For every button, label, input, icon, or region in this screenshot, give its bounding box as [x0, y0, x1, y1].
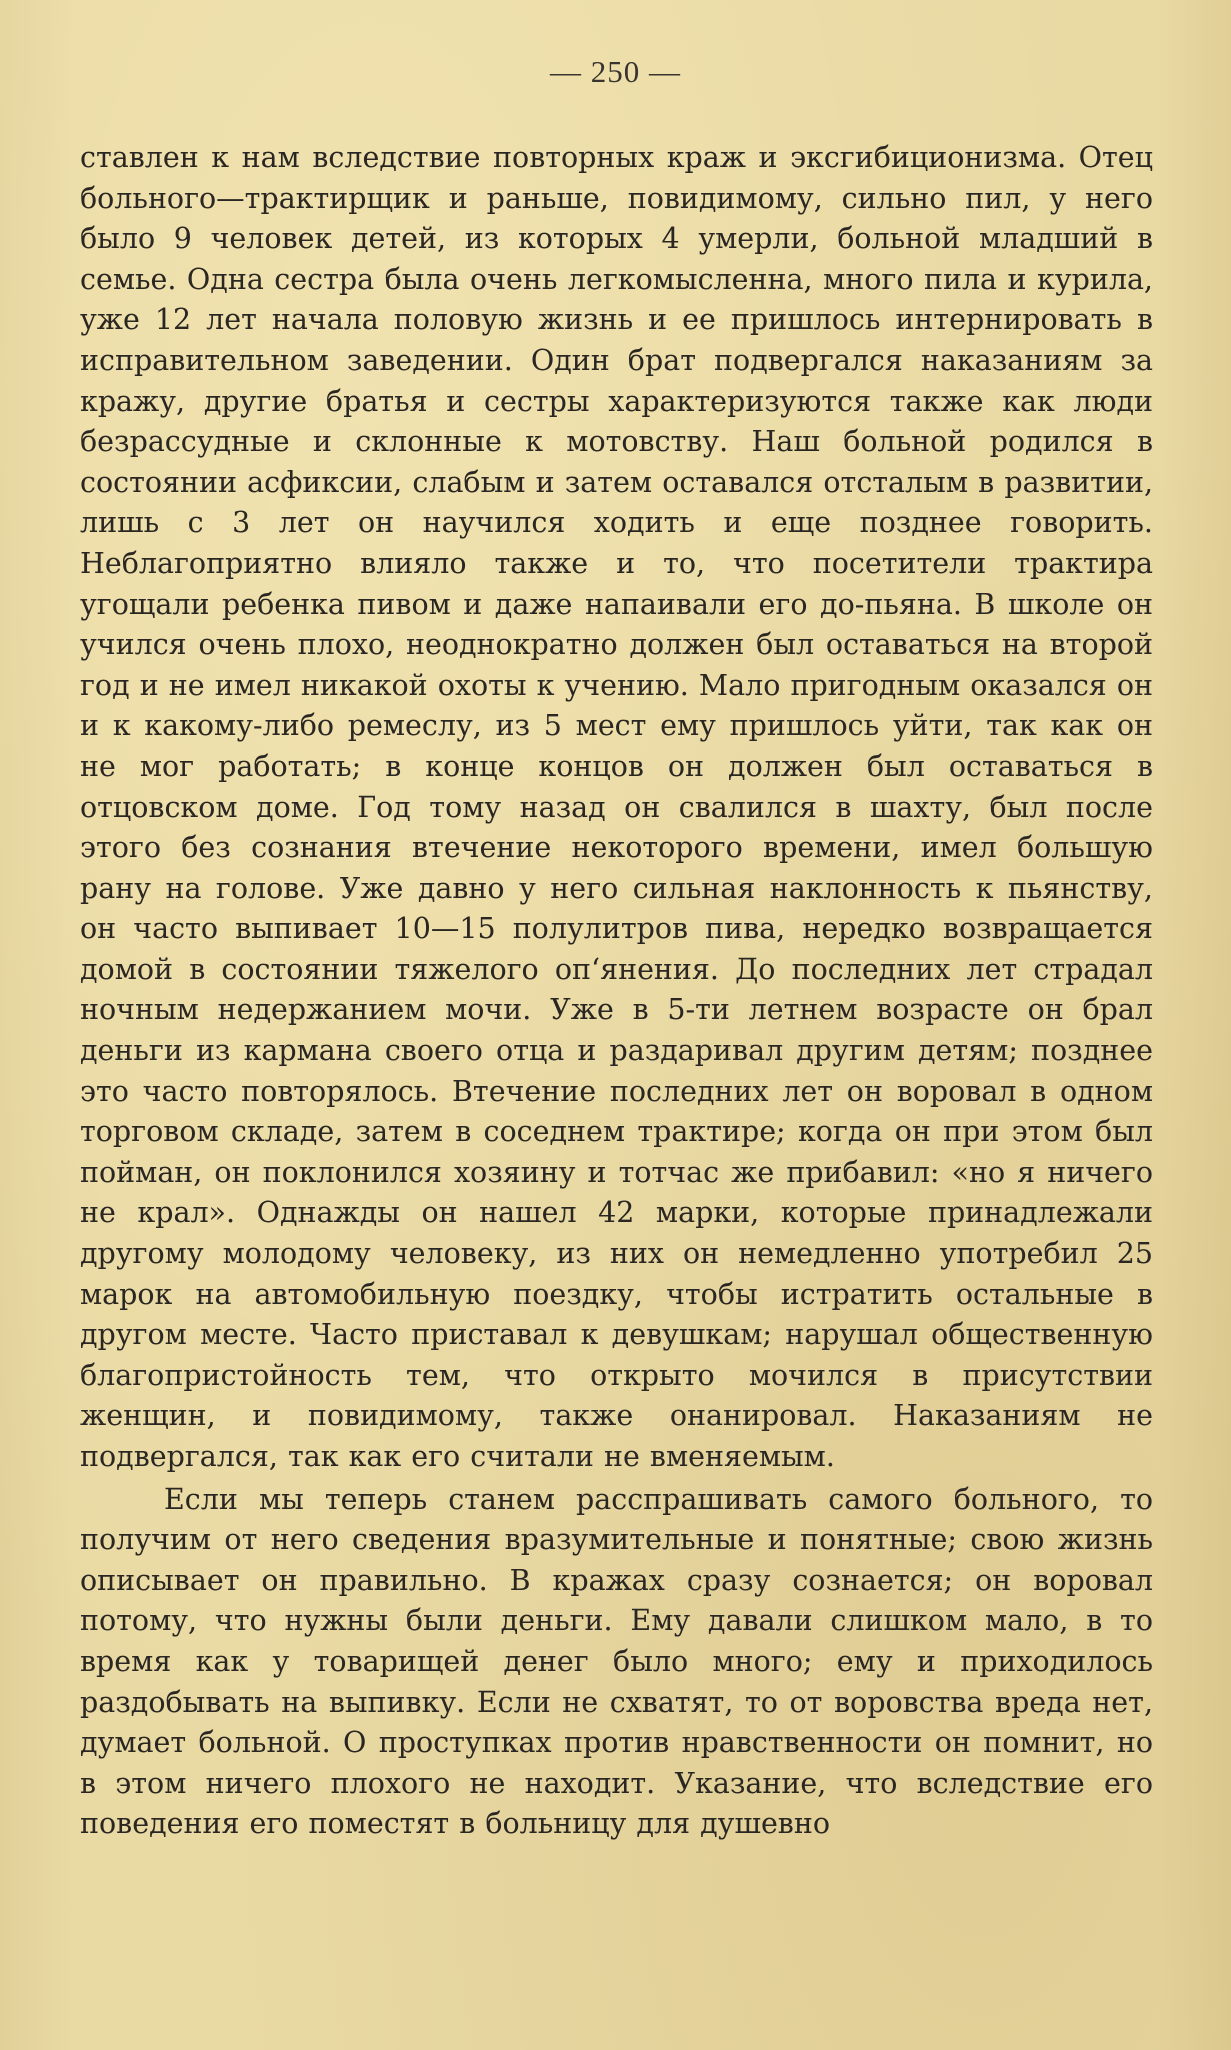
- body-text: [80, 138, 1153, 1845]
- paragraph-case-history: ставлен к нам вследствие повторных краж и эксгибиционизма. Отец больного—трактирщик и раньше, повидимому, сильно пил, у него было 9 человек детей, из которых 4 умерли, больной младший в семье. Одна сестра была очень легкомысленна, много пила и курила, уже 12 лет начала половую жизнь и ее пришлось интернировать в исправительном заведении. Один брат подвергался наказаниям за кражу, другие братья и сестры характеризуются также как люди безрассудные и склонные к мотовству. Наш больной родился в состоянии асфиксии, слабым и затем оставался отсталым в развитии, лишь с 3 лет он научился ходить и еще позднее говорить. Неблагоприятно влияло также и то, что посетители трактира угощали ребенка пивом и даже напаивали его до-пьяна. В школе он учился очень плохо, неоднократно должен был оставаться на второй год и не имел никакой охоты к учению. Мало пригодным оказался он и к какому-либо ремеслу, из 5 мест ему пришлось уйти, так как он не мог работать; в конце концов он должен был оставаться в отцовском доме. Год тому назад он свалился в шахту, был после этого без сознания втечение некоторого времени, имел большую рану на голове. Уже давно у него сильная наклонность к пьянству, он часто выпивает 10—15 полулитров пива, нередко возвращается домой в состоянии тяжелого оп‘янения. До последних лет страдал ночным недержанием мочи. Уже в 5-ти летнем возрасте он брал деньги из кармана своего отца и раздаривал другим детям; позднее это часто повторялось. Втечение последних лет он воровал в одном торговом складе, затем в соседнем трактире; когда он при этом был пойман, он поклонился хозяину и тотчас же прибавил: «но я ничего не крал». Однажды он нашел 42 марки, которые принадлежали другому молодому человеку, из них он немедленно употребил 25 марок на автомобильную поездку, чтобы истратить остальные в другом месте. Часто приставал к девушкам; нарушал общественную благопристойность тем, что открыто мочился в присутствии женщин, и повидимому, также онанировал. Наказаниям не подвергался, так как его считали не вменяемым.: [80, 141, 1153, 1473]
- page-number: — 250 —: [550, 54, 681, 89]
- paragraph-patient-interview: Если мы теперь станем расспрашивать самого больного, то получим от него сведения вразумительные и понятные; свою жизнь описывает он правильно. В кражах сразу сознается; он воровал потому, что нужны были деньги. Ему давали слишком мало, в то время как у товарищей денег было много; ему и приходилось раздобывать на выпивку. Если не схватят, то от воровства вреда нет, думает больной. О проступках против нравственности он помнит, но в этом ничего плохого не находит. Указание, что вследствие его поведения его поместят в больницу для душевно: [80, 1482, 1153, 1841]
